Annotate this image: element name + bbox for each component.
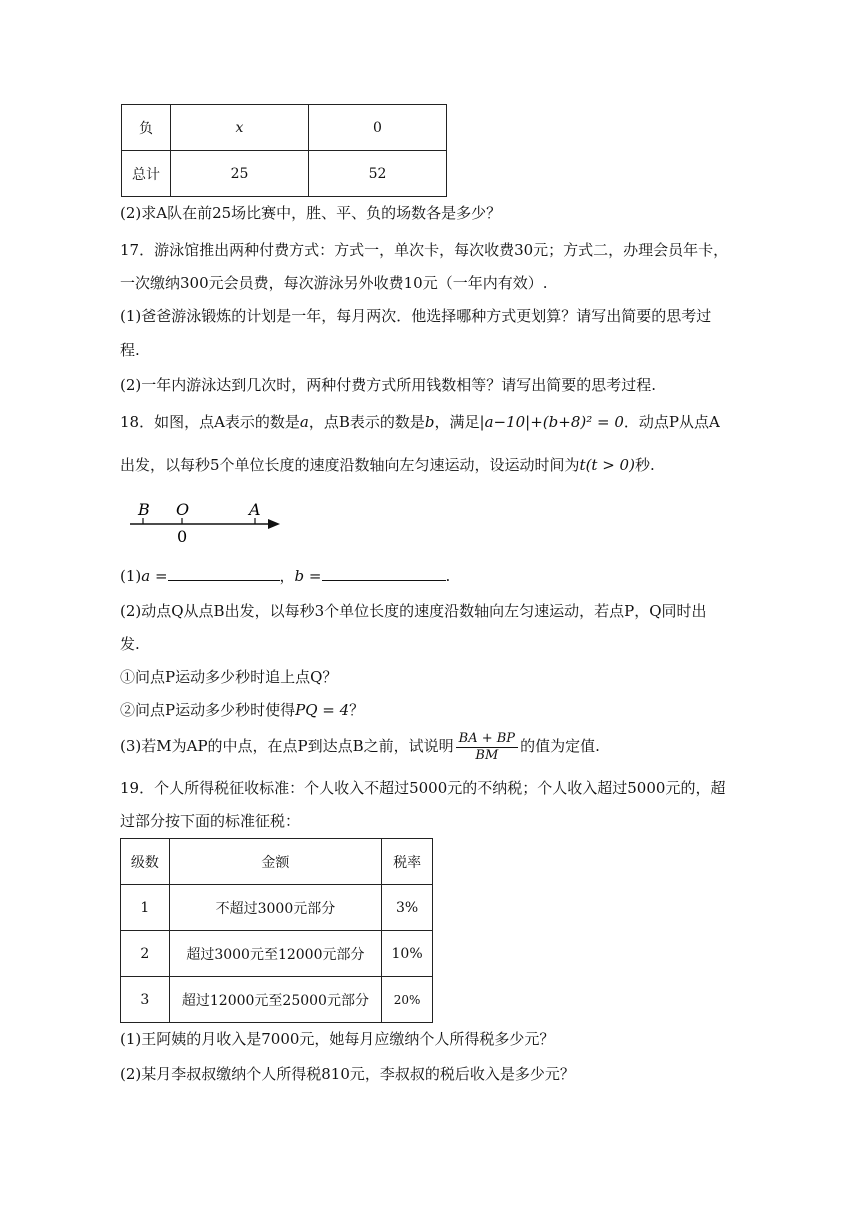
question-18-part-3 (120, 729, 740, 764)
number-line-figure (125, 498, 290, 550)
question-16-part-2: (2)求A队在前25场比赛中，胜、平、负的场数各是多少？ (120, 204, 502, 222)
text-span: 秒. (634, 456, 655, 474)
question-18-part-2-cont: 发. (120, 635, 140, 653)
table-cell: 超过12000元至25000元部分 (169, 977, 381, 1023)
text-span: . (445, 567, 451, 585)
text-span: ②问点P运动多少秒时使得 (120, 701, 296, 719)
column-header: 金额 (169, 839, 381, 885)
b-equals: b = (294, 567, 322, 585)
text-span: (1) (120, 567, 142, 585)
question-17-stem-cont: 一次缴纳300元会员费，每次游泳另外收费10元（一年内有效）. (120, 274, 548, 292)
text-span: ．动点P从点A (623, 413, 720, 431)
table-cell: 25 (171, 151, 309, 197)
fraction (456, 731, 518, 764)
text-span: ， (279, 567, 295, 585)
table-cell: 超过3000元至12000元部分 (169, 931, 381, 977)
point-o-label: O (176, 500, 190, 519)
score-table (121, 104, 447, 197)
variable-b: b (424, 413, 435, 431)
fraction-denominator: BM (475, 747, 499, 763)
question-18-part-2: (2)动点Q从点B出发，以每秒3个单位长度的速度沿数轴向左匀速运动，若点P，Q同时出 (120, 602, 707, 620)
table-row (122, 151, 447, 197)
question-17-part-1-cont: 程. (120, 341, 140, 359)
answer-blank-b[interactable] (322, 566, 446, 581)
table-cell: 20% (382, 977, 433, 1023)
text-span: ？ (349, 701, 365, 719)
point-b-label: B (138, 500, 150, 519)
time-expression: t(t > 0) (579, 456, 635, 474)
table-cell: 3 (121, 977, 170, 1023)
text-span: 18．如图，点A表示的数是 (120, 413, 300, 431)
table-cell: 3% (382, 885, 433, 931)
question-18-stem-cont (120, 455, 740, 475)
a-equals: a = (141, 567, 168, 585)
tax-rate-table (120, 838, 433, 1023)
question-17-stem: 17．游泳馆推出两种付费方式：方式一，单次卡，每次收费30元；方式二，办理会员年卡， (120, 241, 729, 259)
pq-expression: PQ = 4 (295, 701, 350, 719)
question-19-part-1: (1)王阿姨的月收入是7000元，她每月应缴纳个人所得税多少元？ (120, 1030, 555, 1048)
question-18-part-1 (120, 566, 740, 586)
table-row (121, 931, 433, 977)
table-cell: 2 (121, 931, 170, 977)
fraction-numerator: BA + BP (456, 731, 518, 748)
question-17-part-2: (2)一年内游泳达到几次时，两种付费方式所用钱数相等？请写出简要的思考过程. (120, 376, 657, 394)
table-cell: 10% (382, 931, 433, 977)
question-17-part-1: (1)爸爸游泳锻炼的计划是一年，每月两次．他选择哪种方式更划算？请写出简要的思考过 (120, 307, 712, 325)
table-cell: 总计 (122, 151, 171, 197)
variable-a: a (299, 413, 309, 431)
question-19-stem: 19．个人所得税征收标准：个人收入不超过5000元的不纳税；个人收入超过5000元的，超 (120, 779, 726, 797)
column-header: 税率 (382, 839, 433, 885)
question-18-part-2-ii (120, 700, 740, 720)
table-cell: 0 (309, 105, 447, 151)
question-19-part-2: (2)某月李叔叔缴纳个人所得税810元，李叔叔的税后收入是多少元？ (120, 1065, 575, 1083)
question-18-part-2-i: ①问点P运动多少秒时追上点Q？ (120, 668, 338, 686)
table-cell: x (171, 105, 309, 151)
table-header-row (121, 839, 433, 885)
answer-blank-a[interactable] (168, 566, 280, 581)
table-cell: 不超过3000元部分 (169, 885, 381, 931)
text-span: 出发，以每秒5个单位长度的速度沿数轴向左匀速运动，设运动时间为 (120, 456, 580, 474)
point-a-label: A (249, 500, 261, 519)
text-span: ，满足 (434, 413, 480, 431)
question-18-stem (120, 412, 740, 432)
question-19-stem-cont: 过部分按下面的标准征税： (120, 812, 301, 830)
text-span: ，点B表示的数是 (308, 413, 425, 431)
text-span: (3)若M为AP的中点，在点P到达点B之前，试说明 (120, 737, 454, 755)
table-cell: 52 (309, 151, 447, 197)
text-span: 的值为定值. (520, 737, 600, 755)
table-cell: 负 (122, 105, 171, 151)
table-row (122, 105, 447, 151)
condition-equation: |a−10|+(b+8)² = 0 (479, 413, 624, 431)
column-header: 级数 (121, 839, 170, 885)
table-cell: 1 (121, 885, 170, 931)
table-row (121, 977, 433, 1023)
zero-label: 0 (177, 527, 188, 546)
table-row (121, 885, 433, 931)
